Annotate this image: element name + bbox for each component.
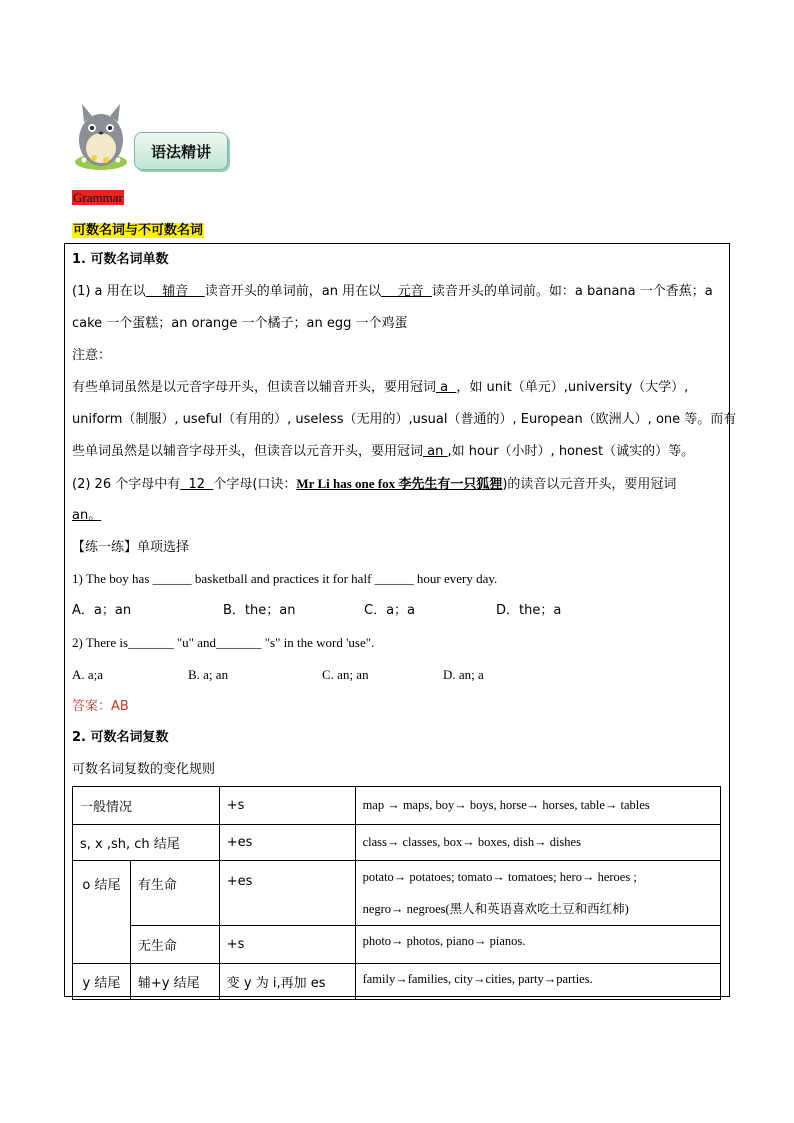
note-text-3a: 些单词虽然是以辅音字母开头，但读音以元音开头，要用冠词 <box>72 444 424 459</box>
category-cell: y 结尾 <box>73 964 131 1000</box>
subcategory-cell: 有生命 <box>130 861 219 926</box>
note-text-3b: ,如 hour（小时）, honest（诚实的）等。 <box>447 444 695 459</box>
letters-text-c: )的读音以元音开头，要用冠词 <box>502 477 677 492</box>
q2-option-c: C. an; an <box>322 667 369 682</box>
section-badge: 语法精讲 <box>134 132 228 170</box>
note-line1 <box>72 379 688 397</box>
section1-heading: 1. 可数名词单数 <box>72 252 169 267</box>
section-title <box>72 219 204 238</box>
table-row <box>73 964 721 1000</box>
letters-text-b: 个字母(口诀： <box>213 477 297 492</box>
q1-option-a: A．a；an <box>72 603 132 618</box>
rule-text-2: 读音开头的单词前，an 用在以 <box>204 284 382 299</box>
rule-cell: +es <box>219 825 355 861</box>
blank-an: an <box>427 444 444 459</box>
q2-option-b: B. a; an <box>188 667 229 682</box>
rule-cell: +s <box>219 926 355 964</box>
q1-option-d: D．the；a <box>496 603 562 618</box>
section2-subheading: 可数名词复数的变化规则 <box>72 762 216 777</box>
grammar-tag-text: Grammar <box>73 190 123 205</box>
example-cell: map → maps, boy→ boys, horse→ horses, table→ tables <box>355 787 720 825</box>
blank-consonant: 辅音 <box>162 284 189 299</box>
plural-rules-table <box>72 786 721 1000</box>
subcategory-cell: 辅+y 结尾 <box>130 964 219 1000</box>
section2-heading: 2. 可数名词复数 <box>72 730 169 745</box>
blank-vowel: 元音 <box>397 284 424 299</box>
subcategory-cell: 无生命 <box>130 926 219 964</box>
rule-cell: +es <box>219 861 355 926</box>
letters-text-a: (2) 26 个字母中有 <box>72 477 181 492</box>
q2-option-a: A. a;a <box>72 667 104 682</box>
q1-option-b: B．the；an <box>223 603 296 618</box>
grammar-tag <box>72 187 124 206</box>
table-row <box>73 787 721 825</box>
article-rule-line2: cake 一个蛋糕；an orange 一个橘子；an egg 一个鸡蛋 <box>72 316 408 331</box>
note-line2: uniform（制服）, useful（有用的）, useless（无用的）,usual（普通的）, European（欧洲人）, one 等。而有 <box>72 412 737 427</box>
rule-cell: 变 y 为 i,再加 es <box>219 964 355 1000</box>
blank-12: 12 <box>188 477 206 492</box>
table-row <box>73 825 721 861</box>
mnemonic: Mr Li has one fox 李先生有一只狐狸 <box>296 476 503 491</box>
q1-option-c: C．a；a <box>364 603 416 618</box>
example-cell: family→families, city→cities, party→parties. <box>355 964 720 1000</box>
rule-cell: +s <box>219 787 355 825</box>
example-cell <box>355 861 720 926</box>
category-cell: s, x ,sh, ch 结尾 <box>73 825 220 861</box>
section-title-text: 可数名词与不可数名词 <box>73 223 204 238</box>
article-rule-line1 <box>72 283 713 301</box>
question-2: 2) There is_______ "u" and_______ "s" in the word 'use". <box>72 635 375 650</box>
rule-text-3: 读音开头的单词前。如：a banana 一个香蕉；a <box>431 284 713 299</box>
question-1: 1) The boy has ______ basketball and practices it for half ______ hour every day. <box>72 571 498 586</box>
note-line3 <box>72 443 694 461</box>
letters-rule-line <box>72 475 676 494</box>
blank-a: a <box>440 380 449 395</box>
practice-title: 【练一练】单项选择 <box>72 540 190 555</box>
category-cell: 一般情况 <box>73 787 220 825</box>
letters-rule-line2: an。 <box>72 508 102 523</box>
example-cell: class→ classes, box→ boxes, dish→ dishes <box>355 825 720 861</box>
example-line: negro→ negroes(黑人和英语喜欢吃土豆和西红柿) <box>362 902 629 916</box>
totoro-mascot-illustration <box>70 100 132 172</box>
q2-option-d: D. an; a <box>443 667 484 682</box>
table-row <box>73 861 721 926</box>
note-label: 注意： <box>72 348 112 363</box>
note-text-1-end: ，如 unit（单元）,university（大学）, <box>456 380 689 395</box>
answer: 答案：AB <box>72 699 129 714</box>
category-cell: o 结尾 <box>73 861 131 964</box>
note-text-1: 有些单词虽然是以元音字母开头，但读音以辅音开头，要用冠词 <box>72 380 437 395</box>
example-line: potato→ potatoes; tomato→ tomatoes; hero→ heroes ; <box>362 870 637 884</box>
table-row <box>73 926 721 964</box>
rule-text-1: (1) a 用在以 <box>72 284 146 299</box>
example-cell: photo→ photos, piano→ pianos. <box>355 926 720 964</box>
